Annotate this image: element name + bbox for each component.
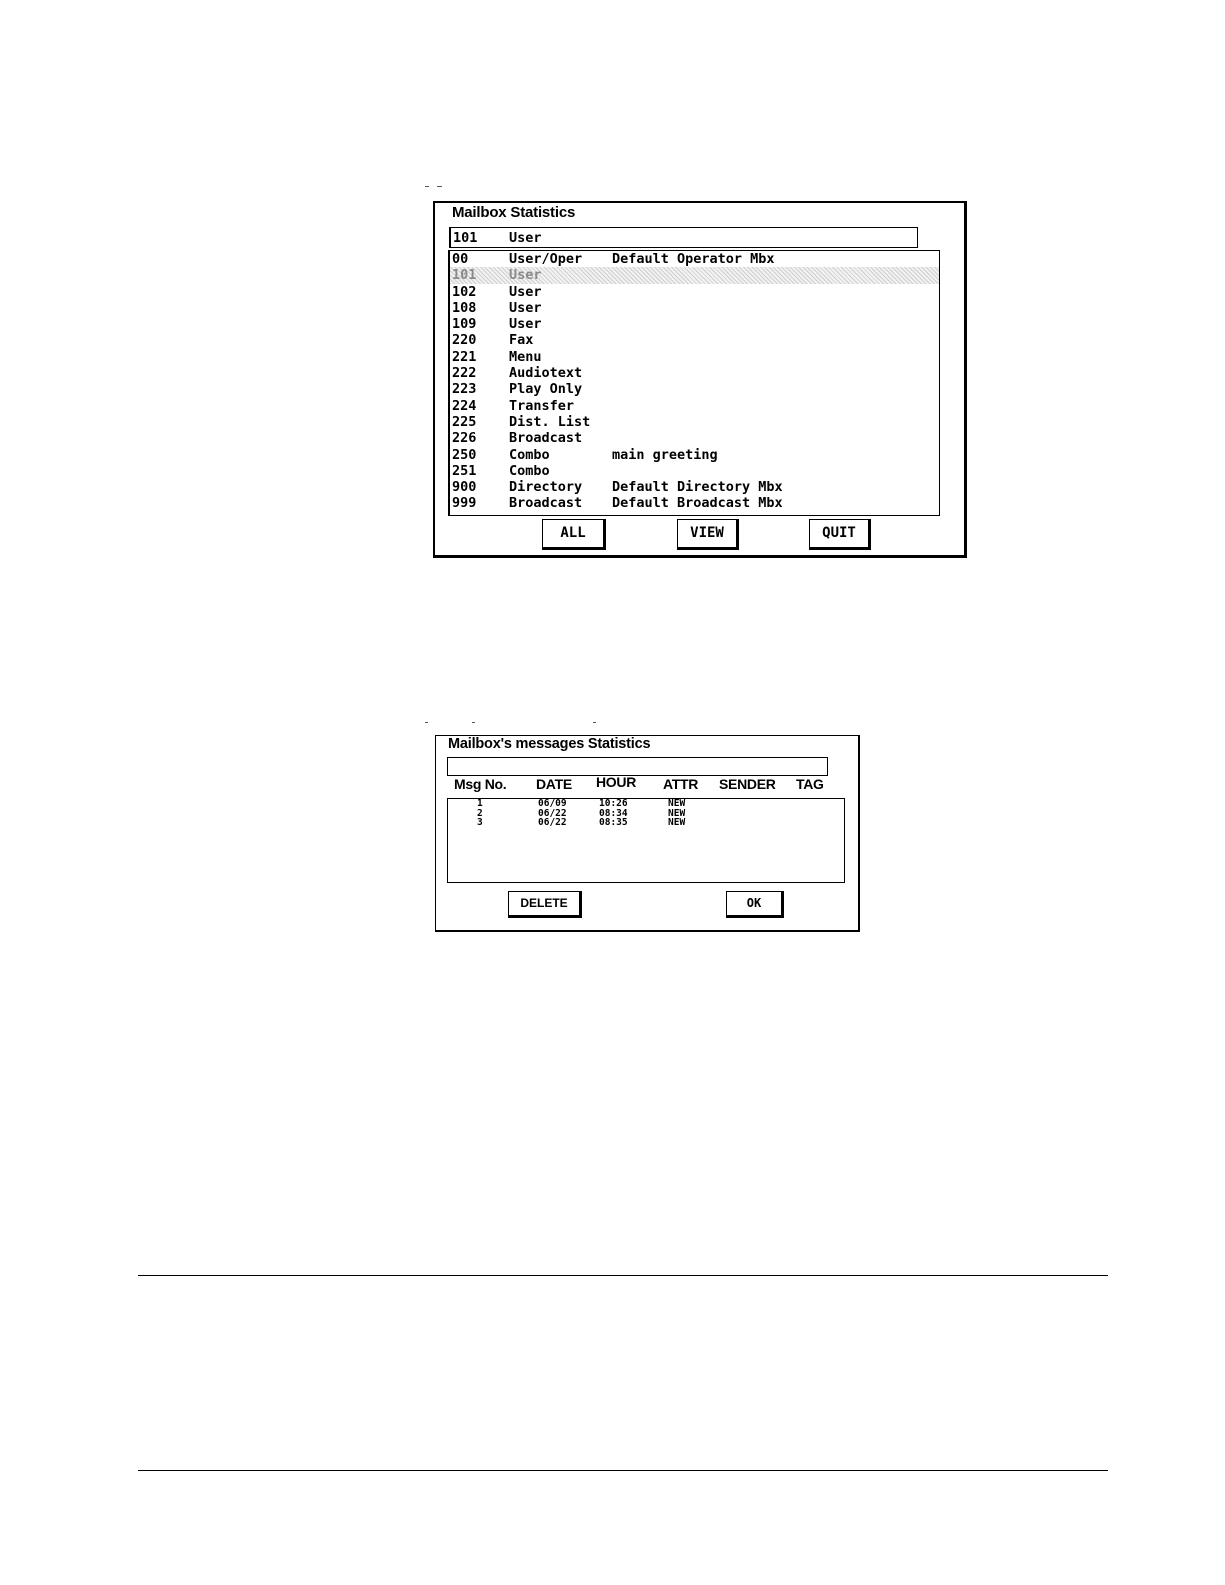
message-number: 3 xyxy=(477,817,483,828)
mailbox-type: Play Only xyxy=(509,381,583,398)
mailbox-type: Menu xyxy=(509,348,542,365)
message-hour: 08:35 xyxy=(599,817,628,828)
mailbox-row[interactable] xyxy=(450,430,939,446)
mailbox-row[interactable] xyxy=(450,267,939,283)
mailbox-description: Default Broadcast Mbx xyxy=(612,495,783,512)
message-date: 06/09 xyxy=(538,798,567,809)
message-hour: 08:34 xyxy=(599,807,628,819)
mailbox-type: User xyxy=(509,299,542,316)
mailbox-type: Combo xyxy=(509,446,550,463)
mailbox-type: Dist. List xyxy=(509,413,591,430)
selected-mailbox-type: User xyxy=(509,230,542,246)
message-attr: NEW xyxy=(668,798,686,809)
mailbox-number: 109 xyxy=(452,316,477,333)
mailbox-row[interactable] xyxy=(450,398,939,414)
mailbox-description: Default Operator Mbx xyxy=(612,251,775,267)
mailbox-type: User xyxy=(509,283,542,300)
mailbox-field[interactable] xyxy=(447,757,828,776)
mailbox-number: 224 xyxy=(452,397,477,414)
mailbox-row[interactable] xyxy=(450,300,939,316)
all-button[interactable]: ALL xyxy=(542,519,606,550)
mailbox-row[interactable] xyxy=(450,316,939,332)
scan-mark xyxy=(425,186,429,187)
mailbox-select-field[interactable] xyxy=(449,227,918,248)
mailbox-number: 102 xyxy=(452,283,477,300)
scan-mark xyxy=(593,722,596,723)
mailbox-row[interactable] xyxy=(450,365,939,381)
message-attr: NEW xyxy=(668,817,686,828)
mailbox-type: User xyxy=(509,267,542,284)
dialog-title: Mailbox's messages Statistics xyxy=(448,736,651,752)
selected-mailbox-number: 101 xyxy=(453,230,478,246)
message-date: 06/22 xyxy=(538,807,567,819)
mailbox-number: 999 xyxy=(452,495,477,512)
page-divider xyxy=(138,1275,1108,1276)
scan-mark xyxy=(437,186,442,187)
mailbox-type: Fax xyxy=(509,332,534,349)
column-header-hour: HOUR xyxy=(596,774,637,790)
scan-mark xyxy=(425,722,428,723)
message-list[interactable] xyxy=(447,798,845,883)
view-button[interactable]: VIEW xyxy=(677,519,739,550)
mailbox-row[interactable] xyxy=(450,284,939,300)
mailbox-row[interactable] xyxy=(450,381,939,397)
column-header-sender: SENDER xyxy=(719,776,776,792)
mailbox-number: 101 xyxy=(452,267,477,284)
message-row[interactable] xyxy=(448,809,844,819)
message-number: 2 xyxy=(477,807,483,819)
mailbox-type: Combo xyxy=(509,462,550,479)
mailbox-type: Broadcast xyxy=(509,430,583,447)
mailbox-description: main greeting xyxy=(612,446,718,463)
dialog-title: Mailbox Statistics xyxy=(452,204,576,221)
mailbox-row[interactable] xyxy=(450,414,939,430)
mailbox-list[interactable] xyxy=(448,250,940,516)
mailbox-number: 222 xyxy=(452,365,477,382)
quit-button[interactable]: QUIT xyxy=(809,519,871,550)
mailbox-type: Audiotext xyxy=(509,365,583,382)
mailbox-number: 108 xyxy=(452,299,477,316)
mailbox-type: User xyxy=(509,316,542,333)
mailbox-number: 221 xyxy=(452,348,477,365)
mailbox-number: 900 xyxy=(452,479,477,496)
mailbox-description: Default Directory Mbx xyxy=(612,479,783,496)
mailbox-number: 226 xyxy=(452,430,477,447)
message-date: 06/22 xyxy=(538,817,567,828)
delete-button[interactable]: DELETE xyxy=(508,891,582,918)
column-header-msg-no: Msg No. xyxy=(454,776,507,792)
mailbox-number: 225 xyxy=(452,413,477,430)
mailbox-number: 220 xyxy=(452,332,477,349)
column-header-tag: TAG xyxy=(796,776,824,792)
scan-mark xyxy=(472,722,475,723)
mailbox-type: Broadcast xyxy=(509,495,583,512)
column-header-attr: ATTR xyxy=(663,776,699,792)
messages-statistics-dialog xyxy=(435,735,860,932)
mailbox-number: 250 xyxy=(452,446,477,463)
mailbox-row[interactable] xyxy=(450,251,939,267)
message-number: 1 xyxy=(477,798,483,809)
mailbox-type: User/Oper xyxy=(509,251,583,267)
mailbox-row[interactable] xyxy=(450,447,939,463)
mailbox-type: Directory xyxy=(509,479,583,496)
mailbox-number: 00 xyxy=(452,251,469,267)
mailbox-row[interactable] xyxy=(450,332,939,348)
mailbox-row[interactable] xyxy=(450,495,939,511)
mailbox-statistics-dialog xyxy=(433,201,967,558)
mailbox-type: Transfer xyxy=(509,397,575,414)
message-hour: 10:26 xyxy=(599,798,628,809)
mailbox-number: 223 xyxy=(452,381,477,398)
message-row[interactable] xyxy=(448,818,844,828)
message-attr: NEW xyxy=(668,807,686,819)
page-footer-rule xyxy=(138,1470,1108,1471)
column-header-date: DATE xyxy=(536,776,572,792)
mailbox-row[interactable] xyxy=(450,479,939,495)
mailbox-row[interactable] xyxy=(450,349,939,365)
mailbox-number: 251 xyxy=(452,462,477,479)
mailbox-row[interactable] xyxy=(450,463,939,479)
message-row[interactable] xyxy=(448,799,844,809)
ok-button[interactable]: OK xyxy=(726,891,784,918)
